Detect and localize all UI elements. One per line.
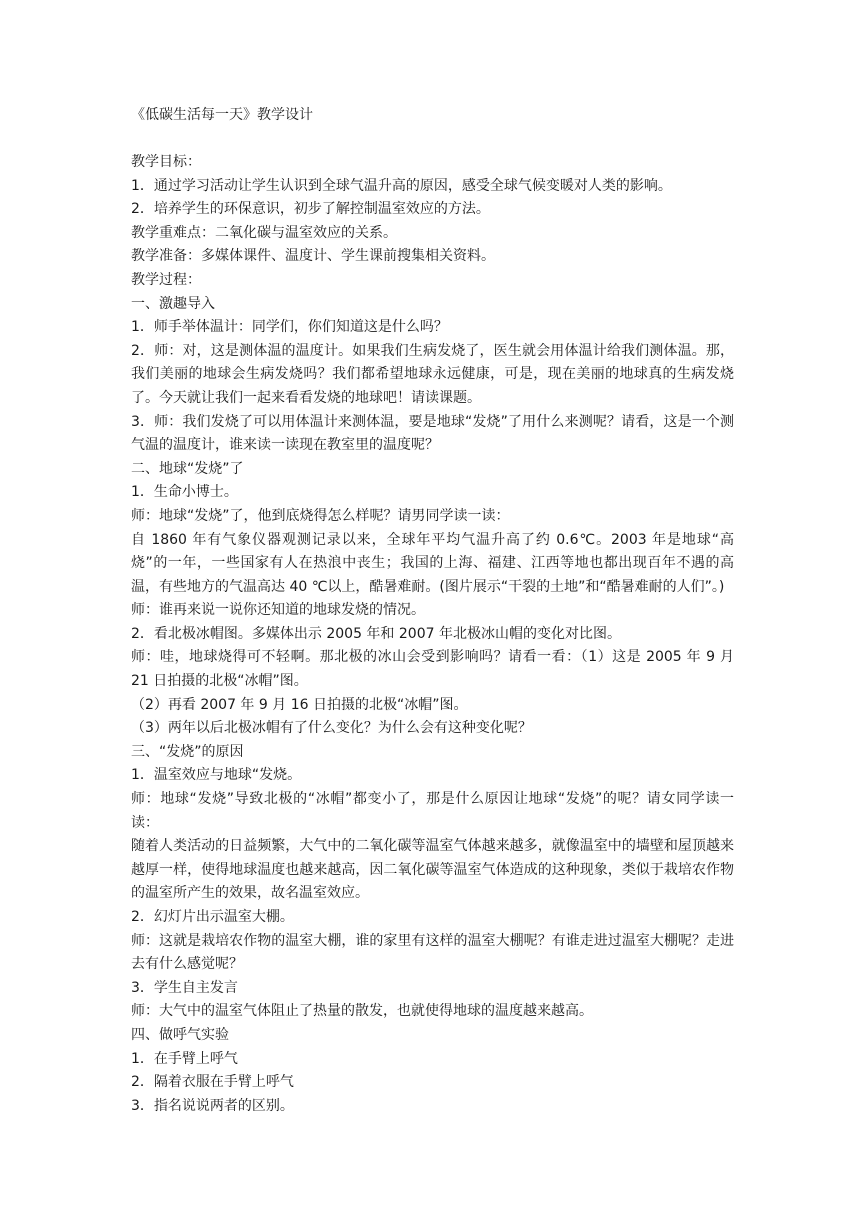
paragraph-2-6: 师：哇，地球烧得可不轻啊。那北极的冰山会受到影响吗？请看一看：（1）这是 2005 年 9 月 21 日拍摄的北极“冰帽”图。 [131, 649, 734, 690]
section-heading-1: 一、激趣导入 [131, 295, 215, 312]
paragraph-3-5: 师：这就是栽培农作物的温室大棚，谁的家里有这样的温室大棚呢？有谁走进过温室大棚呢？走进去有什么感觉呢？ [131, 932, 734, 973]
paragraph-3-7: 师：大气中的温室气体阻止了热量的散发，也就使得地球的温度越来越高。 [131, 1003, 593, 1020]
paragraph-3-4: 2．幻灯片出示温室大棚。 [131, 909, 294, 925]
document-page [131, 104, 734, 1118]
section-heading-3: 三、“发烧”的原因 [131, 743, 244, 760]
paragraph-4-3: 3．指名说说两者的区别。 [131, 1097, 294, 1114]
paragraph-1-3: 3．师：我们发烧了可以用体温计来测体温，要是地球“发烧”了用什么来测呢？请看，这是一个测气温的温度计，谁来读一读现在教室里的温度呢？ [131, 413, 734, 454]
key-difficulty: 教学重难点：二氧化碳与温室效应的关系。 [131, 224, 397, 241]
process-heading: 教学过程： [131, 271, 201, 288]
objectives-heading: 教学目标： [131, 154, 201, 170]
objective-item-1: 1．通过学习活动让学生认识到全球气温升高的原因，感受全球气候变暖对人类的影响。 [131, 177, 672, 194]
paragraph-2-3: 自 1860 年有气象仪器观测记录以来，全球年平均气温升高了约 0.6℃。2003 年是地球“高烧”的一年，一些国家有人在热浪中丧生；我国的上海、福建、江西等地也都出现百年不遇的高温，有些地方的气温高达 40 ℃以上，酷暑难耐。(图片展示“干裂的土地”和“酷暑难耐的人们”。) [131, 531, 734, 595]
paragraph-2-5: 2．看北极冰帽图。多媒体出示 2005 年和 2007 年北极冰山帽的变化对比图。 [131, 625, 621, 642]
paragraph-1-1: 1．师手举体温计：同学们，你们知道这是什么吗？ [131, 319, 448, 336]
section-heading-4: 四、做呼气实验 [131, 1026, 229, 1043]
paragraph-3-3: 随着人类活动的日益频繁，大气中的二氧化碳等温室气体越来越多，就像温室中的墙壁和屋顶越来越厚一样，使得地球温度也越来越高，因二氧化碳等温室气体造成的这种现象，类似于栽培农作物的温室所产生的效果，故名温室效应。 [131, 838, 734, 902]
paragraph-2-8: （3）两年以后北极冰帽有了什么变化？为什么会有这种变化呢？ [131, 720, 532, 737]
paragraph-2-7: （2）再看 2007 年 9 月 16 日拍摄的北极“冰帽”图。 [131, 696, 468, 713]
paragraph-4-1: 1．在手臂上呼气 [131, 1050, 238, 1067]
objective-item-2: 2．培养学生的环保意识，初步了解控制温室效应的方法。 [131, 201, 490, 218]
paragraph-1-2: 2．师：对，这是测体温的温度计。如果我们生病发烧了，医生就会用体温计给我们测体温。那，我们美丽的地球会生病发烧吗？我们都希望地球永远健康，可是，现在美丽的地球真的生病发烧了。今天就让我们一起来看看发烧的地球吧！请读课题。 [131, 342, 734, 406]
paragraph-2-1: 1．生命小博士。 [131, 484, 238, 501]
paragraph-3-6: 3．学生自主发言 [131, 979, 238, 996]
preparation: 教学准备：多媒体课件、温度计、学生课前搜集相关资料。 [131, 248, 495, 265]
paragraph-3-1: 1．温室效应与地球“发烧。 [131, 767, 302, 784]
section-heading-2: 二、地球“发烧”了 [131, 460, 244, 477]
document-title: 《低碳生活每一天》教学设计 [131, 107, 313, 123]
paragraph-3-2: 师：地球“发烧”导致北极的“冰帽”都变小了，那是什么原因让地球“发烧”的呢？请女同学读一读： [131, 791, 734, 831]
paragraph-2-4: 师：谁再来说一说你还知道的地球发烧的情况。 [131, 602, 425, 619]
paragraph-4-2: 2．隔着衣服在手臂上呼气 [131, 1074, 294, 1091]
paragraph-2-2: 师：地球“发烧”了，他到底烧得怎么样呢？请男同学读一读： [131, 507, 510, 524]
